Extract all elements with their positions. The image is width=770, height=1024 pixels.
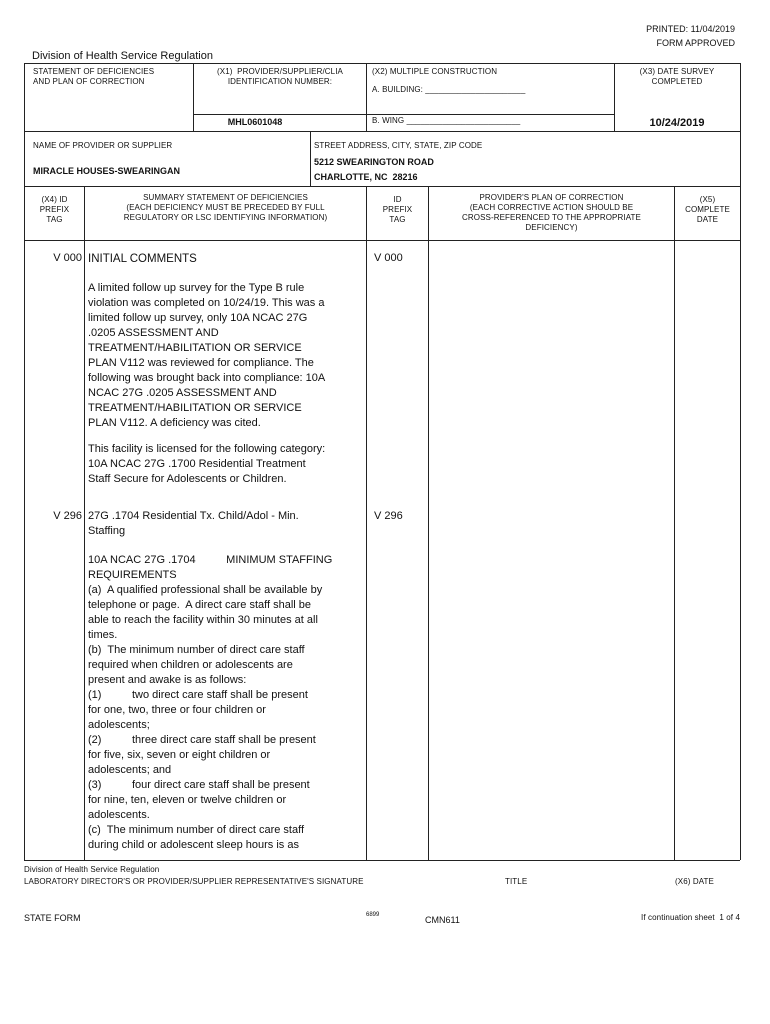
entry1-paragraph-1: A limited follow up survey for the Type B rule violation was completed on 10/24/19. This was a limited follow up survey, only 10A NCAC 27G .0205 ASSESSMENT AND TREATMENT/HABILITATION OR SERVICE PLAN V112 was reviewed for compliance. The following was brought back into compliance: 10A NCAC 27G .0205 ASSESSMENT AND TREATMENT/HABILITATION OR SERVICE PLAN V112. A deficiency was cited. <box>88 282 326 429</box>
header-mid-rule <box>24 131 740 132</box>
form-code-small: 6899 <box>366 912 380 918</box>
header-bottom-rule <box>24 186 740 187</box>
x2-label: (X2) MULTIPLE CONSTRUCTION <box>372 67 498 76</box>
agency-title: Division of Health Service Regulation <box>32 50 213 62</box>
provider-value: MIRACLE HOUSES-SWEARINGAN <box>33 166 181 176</box>
summary-col-divider <box>366 186 367 860</box>
entry2-tag-left: V 296 <box>53 510 82 522</box>
entry1-paragraph-2: This facility is licensed for the following category: 10A NCAC 27G .1700 Residential Treatment Staff Secure for Adolescents or Children. <box>88 443 326 485</box>
provider-label: NAME OF PROVIDER OR SUPPLIER <box>33 141 173 150</box>
title-label: TITLE <box>505 877 528 886</box>
left-border <box>24 63 25 860</box>
x3-divider <box>614 63 615 131</box>
x3-label: (X3) DATE SURVEY COMPLETED <box>639 67 715 86</box>
x1-value-rule <box>194 114 614 115</box>
state-form-label: STATE FORM <box>24 913 81 923</box>
id-col-header: ID PREFIX TAG <box>382 195 413 224</box>
address-line1: 5212 SWEARINGTON ROAD <box>314 157 434 167</box>
address-line2: CHARLOTTE, NC 28216 <box>314 172 418 182</box>
printed-date: PRINTED: 11/04/2019 <box>646 24 735 34</box>
plan-col-header: PROVIDER'S PLAN OF CORRECTION (EACH CORRECTIVE ACTION SHOULD BE CROSS-REFERENCED TO THE APPROPRIATE DEFICIENCY) <box>462 193 641 232</box>
entry2-title: 27G .1704 Residential Tx. Child/Adol - Min. Staffing <box>88 510 299 537</box>
x1-label: (X1) PROVIDER/SUPPLIER/CLIA IDENTIFICATION NUMBER: <box>217 67 343 86</box>
x2-building: A. BUILDING: ______________________ <box>372 85 526 94</box>
right-border <box>740 63 741 860</box>
x2-divider <box>366 63 367 131</box>
form-code: CMN611 <box>425 915 460 925</box>
address-label: STREET ADDRESS, CITY, STATE, ZIP CODE <box>314 141 483 150</box>
date-label: (X6) DATE <box>675 877 714 886</box>
statement-label: STATEMENT OF DEFICIENCIES AND PLAN OF CORRECTION <box>33 67 155 86</box>
id-col-divider <box>428 186 429 860</box>
entry1-tag-left: V 000 <box>53 252 82 264</box>
x4-col-header: (X4) ID PREFIX TAG <box>39 195 70 224</box>
footer-agency: Division of Health Service Regulation <box>24 865 160 874</box>
x1-value: MHL0601048 <box>227 117 283 127</box>
continuation-sheet: If continuation sheet 1 of 4 <box>641 913 740 922</box>
address-divider <box>310 131 311 186</box>
x2-wing: B. WING _________________________ <box>372 116 521 125</box>
x5-col-header: (X5) COMPLETE DATE <box>685 195 730 224</box>
column-header-rule <box>24 240 740 241</box>
entry1-tag-right: V 000 <box>374 252 403 264</box>
entry1-title: INITIAL COMMENTS <box>88 253 197 265</box>
summary-col-header: SUMMARY STATEMENT OF DEFICIENCIES (EACH DEFICIENCY MUST BE PRECEDED BY FULL REGULATORY OR LSC IDENTIFYING INFORMATION) <box>123 193 328 222</box>
entry2-body: 10A NCAC 27G .1704 MINIMUM STAFFING REQUIREMENTS (a) A qualified professional shall be available by telephone or page. A direct care staff shall be able to reach the facility within 30 minutes at all times. (b) The minimum number of direct care staff required when children or adolescents are present and awake is as follows: (1) two direct care staff shall be present for one, two, three or four children or adolescents; (2) three direct care staff shall be present for five, six, seven or eight children or adolescents; and (3) four direct care staff shall be present for nine, ten, eleven or twelve children or adolescents. (c) The minimum number of direct care staff during child or adolescent sleep hours is as <box>88 554 333 851</box>
x3-value: 10/24/2019 <box>649 117 705 129</box>
body-bottom-rule <box>24 860 740 861</box>
plan-col-divider <box>674 186 675 860</box>
form-approved: FORM APPROVED <box>656 38 735 48</box>
x4-col-divider <box>84 186 85 860</box>
entry2-tag-right: V 296 <box>374 510 403 522</box>
header-top-rule <box>24 63 740 64</box>
signature-label: LABORATORY DIRECTOR'S OR PROVIDER/SUPPLIER REPRESENTATIVE'S SIGNATURE <box>24 877 364 886</box>
